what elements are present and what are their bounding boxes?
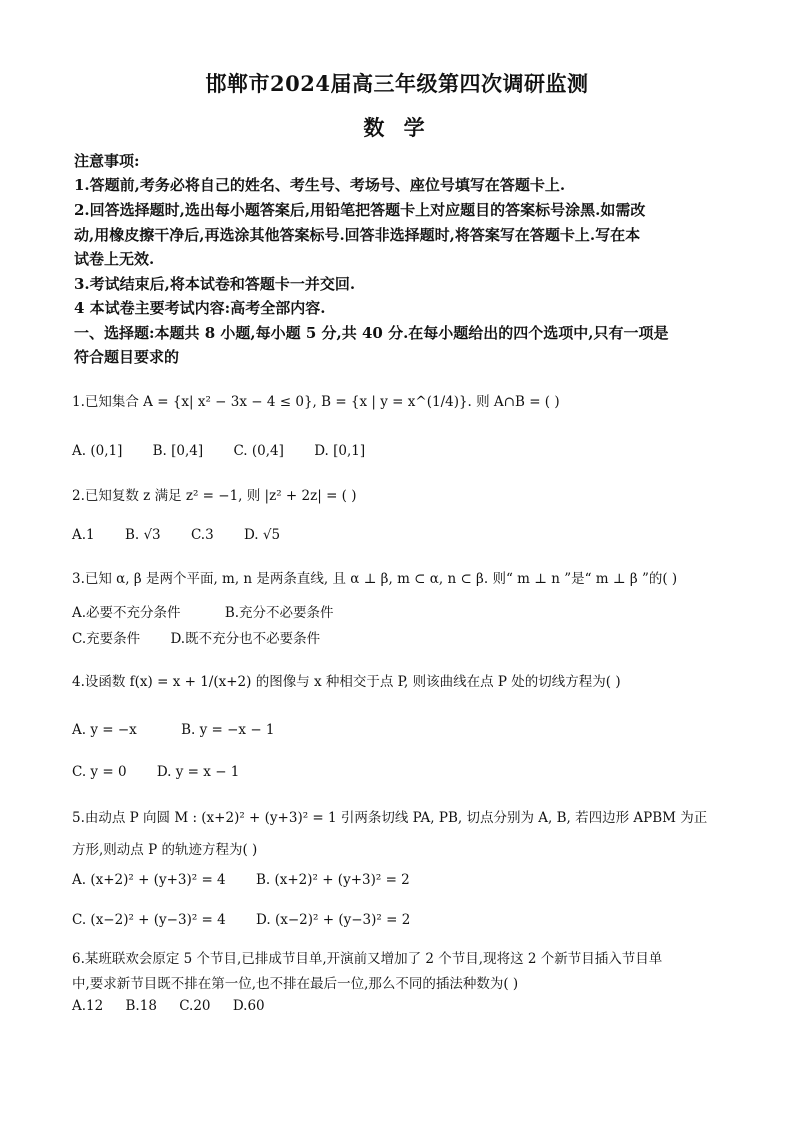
question-3-options-row-2	[72, 627, 732, 647]
section-heading-1: 一、选择题:本题共 8 小题,每小题 5 分,共 40 分.在每小题给出的四个选项中,只有一项是	[74, 324, 669, 342]
q1-option-d: D. [0,1]	[314, 443, 366, 459]
q5-option-d: D. (x−2)² + (y−3)² = 2	[256, 912, 411, 928]
question-5-line-2: 方形,则动点 P 的轨迹方程为( )	[72, 842, 258, 858]
q1-option-c: C. (0,4]	[233, 443, 284, 459]
q3-option-c: C.充要条件	[72, 631, 141, 647]
question-2: 2.已知复数 z 满足 z² = −1, 则 |z² + 2z| = ( )	[72, 488, 357, 504]
q2-option-a: A.1	[72, 527, 95, 543]
subject-title: 数 学	[363, 115, 431, 140]
notice-line-2: 2.回答选择题时,选出每小题答案后,用铅笔把答题卡上对应题目的答案标号涂黑.如需改	[74, 201, 646, 219]
notice-line-5: 3.考试结束后,将本试卷和答题卡一并交回.	[74, 275, 356, 293]
q3-option-b: B.充分不必要条件	[224, 605, 334, 621]
q1-option-a: A. (0,1]	[72, 443, 123, 459]
q4-option-b: B. y = −x − 1	[181, 722, 275, 738]
question-5-line-1: 5.由动点 P 向圆 M : (x+2)² + (y+3)² = 1 引两条切线 PA, PB, 切点分别为 A, B, 若四边形 APBM 为正	[72, 810, 708, 826]
question-1: 1.已知集合 A = {x| x² − 3x − 4 ≤ 0}, B = {x | y = x^(1/4)}. 则 A∩B = ( )	[72, 394, 560, 410]
q6-option-c: C.20	[179, 998, 211, 1014]
question-2-options	[72, 527, 732, 543]
question-4: 4.设函数 f(x) = x + 1/(x+2) 的图像与 x 种相交于点 P, 则该曲线在点 P 处的切线方程为( )	[72, 674, 621, 690]
notice-heading: 注意事项:	[74, 152, 140, 170]
q2-option-d: D. √5	[243, 527, 281, 543]
q2-option-b: B. √3	[124, 527, 161, 543]
question-6-line-2: 中,要求新节目既不排在第一位,也不排在最后一位,那么不同的插法种数为( )	[72, 976, 519, 992]
exam-title: 邯郸市2024届高三年级第四次调研监测	[205, 71, 589, 96]
q4-option-d: D. y = x − 1	[156, 764, 240, 780]
q6-option-a: A.12	[72, 998, 104, 1014]
q3-option-a: A.必要不充分条件	[72, 605, 181, 621]
q5-option-c: C. (x−2)² + (y−3)² = 4	[72, 912, 226, 928]
q5-option-a: A. (x+2)² + (y+3)² = 4	[72, 872, 226, 888]
q6-option-d: D.60	[232, 998, 265, 1014]
q5-option-b: B. (x+2)² + (y+3)² = 2	[255, 872, 410, 888]
question-6-options	[72, 998, 732, 1014]
q3-option-d: D.既不充分也不必要条件	[170, 631, 321, 647]
question-6-line-1: 6.某班联欢会原定 5 个节目,已排成节目单,开演前又增加了 2 个节目,现将这 2 个新节目插入节目单	[72, 951, 663, 967]
q4-option-a: A. y = −x	[72, 722, 137, 738]
q1-option-b: B. [0,4]	[152, 443, 204, 459]
notice-line-6: 4 本试卷主要考试内容:高考全部内容.	[74, 299, 326, 317]
question-1-options	[72, 443, 732, 459]
q6-option-b: B.18	[125, 998, 157, 1014]
question-3: 3.已知 α, β 是两个平面, m, n 是两条直线, 且 α ⊥ β, m ⊂ α, n ⊂ β. 则“ m ⊥ n ”是“ m ⊥ β ”的( )	[72, 571, 678, 587]
notice-line-3: 动,用橡皮擦干净后,再选涂其他答案标号.回答非选择题时,将答案写在答题卡上.写在本	[74, 226, 641, 244]
question-5-options-row-1	[72, 872, 732, 888]
question-3-options-row-1	[72, 601, 732, 621]
question-4-options-row-1	[72, 722, 732, 738]
question-5-options-row-2	[72, 912, 732, 928]
q4-option-c: C. y = 0	[72, 764, 127, 780]
notice-line-1: 1.答题前,考务必将自己的姓名、考生号、考场号、座位号填写在答题卡上.	[74, 176, 566, 194]
section-heading-2: 符合题目要求的	[74, 348, 180, 366]
notice-line-4: 试卷上无效.	[74, 250, 155, 268]
q2-option-c: C.3	[190, 527, 214, 543]
question-4-options-row-2	[72, 764, 732, 780]
